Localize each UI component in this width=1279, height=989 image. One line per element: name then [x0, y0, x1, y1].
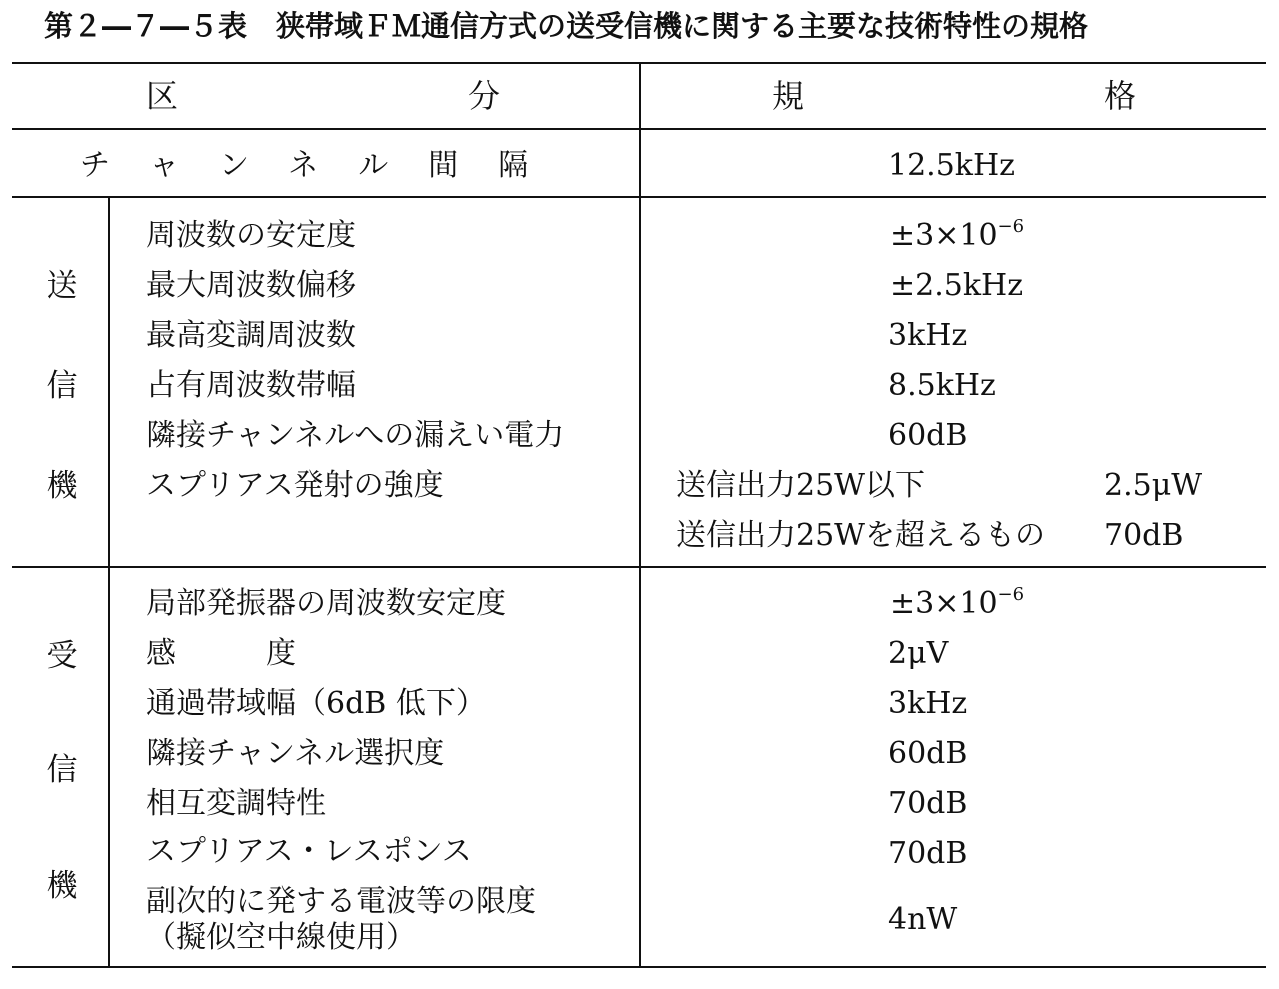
tx-row-value: $\pm 3\times 10^{-6}$	[890, 216, 1025, 253]
channel-spacing-value: 12.5kHz	[888, 148, 1015, 183]
rx-row-label-note: （擬似空中線使用）	[146, 920, 416, 955]
rx-group-char-1: 受	[46, 638, 78, 674]
header-col1-a: 区	[146, 77, 179, 115]
tx-group-divider	[108, 198, 110, 566]
tx-group-char-3: 機	[46, 468, 78, 504]
tx-row-label: 周波数の安定度	[146, 218, 356, 253]
tx-row-label: 占有周波数帯幅	[146, 368, 356, 403]
tx-row-value: ±2.5kHz	[890, 268, 1023, 303]
rx-row-label: 局部発振器の周波数安定度	[146, 586, 506, 621]
rx-row-label: 副次的に発する電波等の限度	[146, 884, 536, 919]
tx-group-char-2: 信	[46, 368, 78, 404]
tx-row-label: 最大周波数偏移	[146, 268, 356, 303]
spurious-value-2: 70dB	[1104, 518, 1184, 553]
tx-row-value: 60dB	[888, 418, 968, 453]
rx-group-char-3: 機	[46, 868, 78, 904]
rx-row-value: 4nW	[888, 902, 958, 937]
rx-row-label: 隣接チャンネル選択度	[146, 736, 445, 771]
rx-row-value: $\pm 3\times 10^{-6}$	[890, 584, 1025, 621]
rx-row-value: 70dB	[888, 836, 968, 871]
spurious-value-1: 2.5μW	[1104, 468, 1203, 503]
spurious-condition-2: 送信出力25Wを超えるもの	[676, 518, 1046, 553]
tx-row-label: 隣接チャンネルへの漏えい電力	[146, 418, 565, 453]
column-divider	[639, 62, 641, 968]
spurious-condition-1: 送信出力25W以下	[676, 468, 926, 503]
rx-row-label: 通過帯域幅（6dB 低下）	[146, 686, 486, 721]
channel-spacing-label: チャンネル間隔	[80, 148, 569, 183]
tx-group-char-1: 送	[46, 268, 78, 304]
table-title: 第２―７―５表 狭帯域ＦＭ通信方式の送受信機に関する主要な技術特性の規格	[44, 9, 1089, 43]
header-col1-b: 分	[468, 77, 501, 115]
tx-row-label: 最高変調周波数	[146, 318, 356, 353]
header-col2-a: 規	[772, 77, 805, 115]
tx-row-value: 8.5kHz	[888, 368, 996, 403]
rx-row-value: 3kHz	[888, 686, 968, 721]
rx-group-char-2: 信	[46, 752, 78, 788]
rx-row-label: スプリアス・レスポンス	[146, 834, 472, 869]
tx-row-label: スプリアス発射の強度	[146, 468, 444, 503]
rx-row-value: 2μV	[888, 636, 949, 671]
rx-row-value: 70dB	[888, 786, 968, 821]
rx-group-divider	[108, 568, 110, 966]
rx-row-label: 相互変調特性	[146, 786, 326, 821]
rx-row-label: 感 度	[146, 636, 296, 671]
tx-row-value: 3kHz	[888, 318, 968, 353]
header-col2-b: 格	[1104, 77, 1137, 115]
rx-row-value: 60dB	[888, 736, 968, 771]
